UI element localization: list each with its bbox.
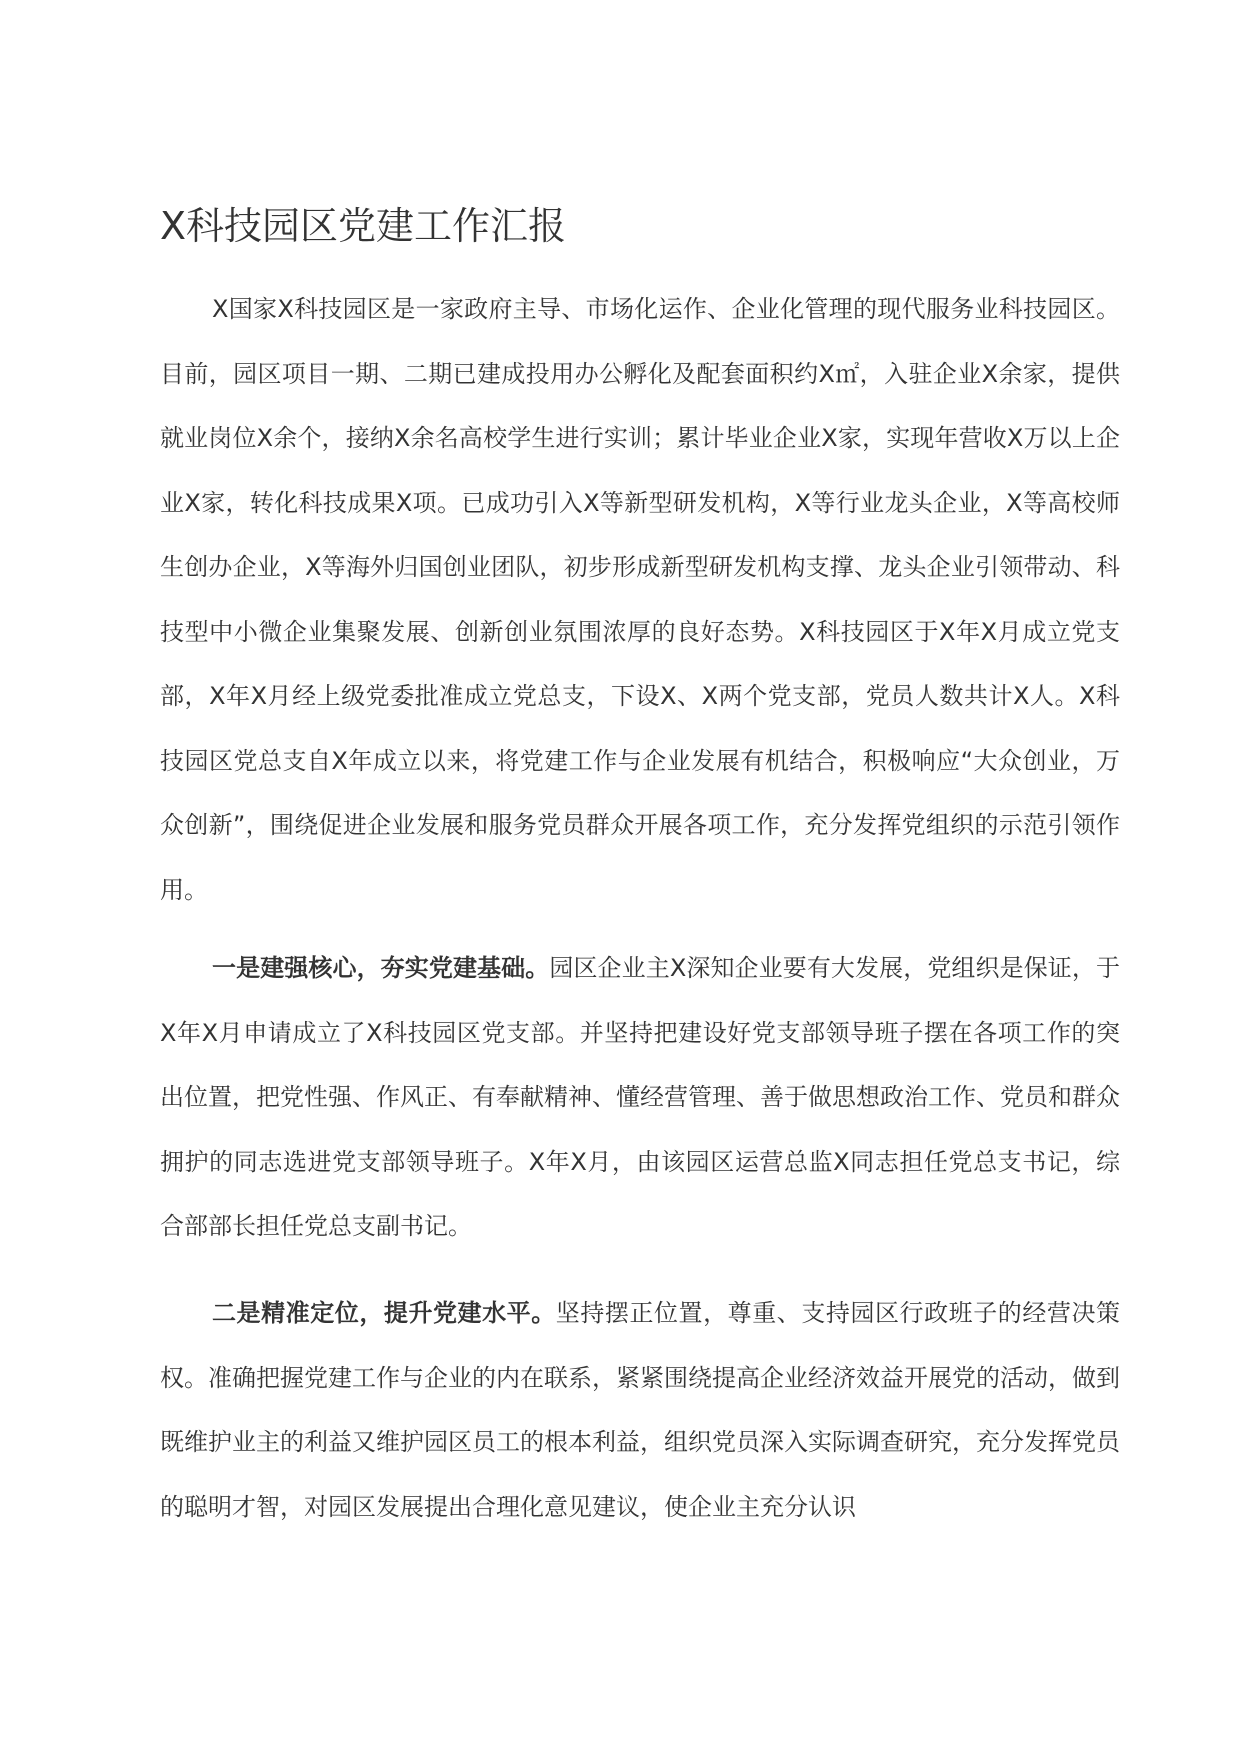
section-one-heading: 一是建强核心，夯实党建基础。 <box>212 954 550 982</box>
section-two-heading: 二是精准定位，提升党建水平。 <box>212 1299 556 1327</box>
paragraph-section-two <box>160 1281 1120 1539</box>
document-title: X科技园区党建工作汇报 <box>160 204 567 248</box>
paragraph-intro-body: X国家X科技园区是一家政府主导、市场化运作、企业化管理的现代服务业科技园区。目前，园区项目一期、二期已建成投用办公孵化及配套面积约X㎡，入驻企业X余家，提供就业岗位X余个，接纳X余名高校学生进行实训；累计毕业企业X家，实现年营收X万以上企业X家，转化科技成果X项。已成功引入X等新型研发机构，X等行业龙头企业，X等高校师生创办企业，X等海外归国创业团队，初步形成新型研发机构支撑、龙头企业引领带动、科技型中小微企业集聚发展、创新创业氛围浓厚的良好态势。X科技园区于X年X月成立党支部，X年X月经上级党委批准成立党总支，下设X、X两个党支部，党员人数共计X人。X科技园区党总支自X年成立以来，将党建工作与企业发展有机结合，积极响应“大众创业，万众创新”，围绕促进企业发展和服务党员群众开展各项工作，充分发挥党组织的示范引领作用。 <box>160 295 1120 904</box>
paragraph-intro <box>160 277 1120 922</box>
paragraph-section-one <box>160 936 1120 1259</box>
section-one-body: 园区企业主X深知企业要有大发展，党组织是保证，于X年X月申请成立了X科技园区党支部。并坚持把建设好党支部领导班子摆在各项工作的突出位置，把党性强、作风正、有奉献精神、懂经营管理、善于做思想政治工作、党员和群众拥护的同志选进党支部领导班子。X年X月，由该园区运营总监X同志担任党总支书记，综合部部长担任党总支副书记。 <box>160 954 1120 1240</box>
section-two-body: 坚持摆正位置，尊重、支持园区行政班子的经营决策权。准确把握党建工作与企业的内在联系，紧紧围绕提高企业经济效益开展党的活动，做到既维护业主的利益又维护园区员工的根本利益，组织党员深入实际调查研究，充分发挥党员的聪明才智，对园区发展提出合理化意见建议，使企业主充分认识 <box>160 1299 1121 1521</box>
